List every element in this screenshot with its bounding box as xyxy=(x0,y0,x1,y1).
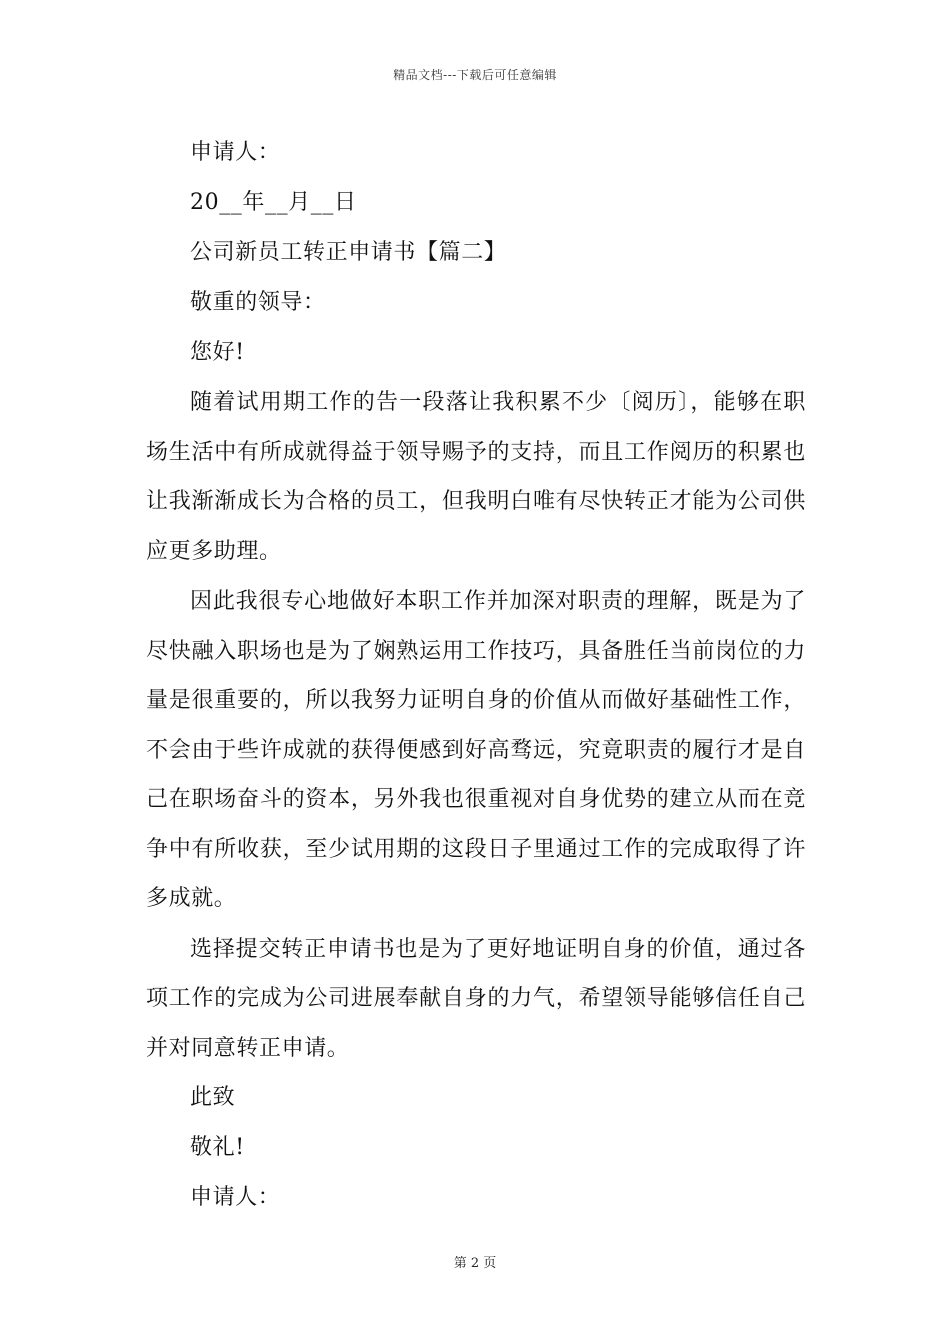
salutation: 敬重的领导： xyxy=(190,290,326,315)
page-number: 第 2 页 xyxy=(453,1256,497,1271)
paragraph-1: 随着试用期工作的告一段落让我积累不少〔阅历〕，能够在职场生活中有所成就得益于领导赐予的支持，而且工作阅历的积累也让我渐渐成长为合格的员工，但我明白唯有尽快转正才能为公司供应更多助理。 xyxy=(146,390,806,564)
greeting: 您好! xyxy=(190,340,245,365)
paragraph-3: 选择提交转正申请书也是为了更好地证明自身的价值，通过各项工作的完成为公司进展奉献自身的力气，希望领导能够信任自己并对同意转正申请。 xyxy=(146,936,806,1061)
closing-line-2: 敬礼! xyxy=(190,1135,245,1160)
date-line: 20__年__月__日 xyxy=(190,190,357,215)
page-header: 精品文档---下载后可任意编辑 xyxy=(393,68,557,82)
applicant-line-2: 申请人： xyxy=(190,1185,281,1210)
paragraph-2: 因此我很专心地做好本职工作并加深对职责的理解，既是为了尽快融入职场也是为了娴熟运用工作技巧，具备胜任当前岗位的力量是很重要的，所以我努力证明自身的价值从而做好基础性工作，不会由于些许成就的获得便感到好高骛远，究竟职责的履行才是自己在职场奋斗的资本，另外我也很重视对自身优势的建立从而在竞争中有所收获，至少试用期的这段日子里通过工作的完成取得了许多成就。 xyxy=(146,589,806,911)
section-title: 公司新员工转正申请书【篇二】 xyxy=(190,240,507,265)
closing-line-1: 此致 xyxy=(190,1085,236,1110)
applicant-line: 申请人： xyxy=(190,140,281,165)
document-body xyxy=(146,128,806,1223)
